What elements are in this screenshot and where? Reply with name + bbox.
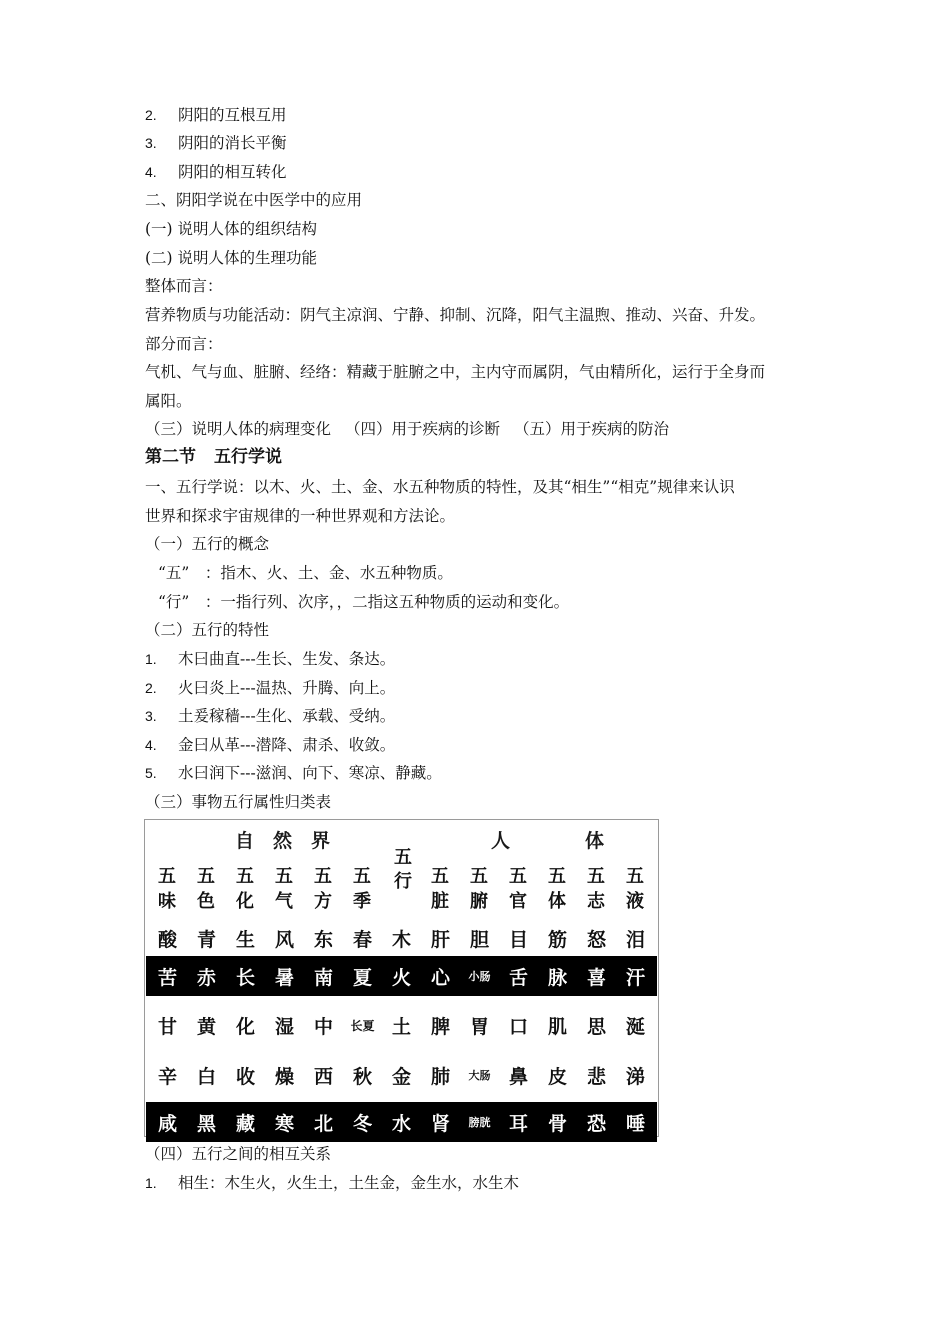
list-item: 1. 木曰曲直---生长、生发、条达。 (145, 650, 396, 668)
table-cell: 黑 (188, 1102, 225, 1142)
table-cell: 赤 (188, 956, 225, 996)
subsection-title: （五）用于疾病的防治 (514, 420, 670, 438)
table-cell: 脉 (539, 956, 576, 996)
column-header: 五 体 (548, 866, 566, 912)
paragraph: 部分而言： (145, 335, 223, 353)
table-cell: 涕 (625, 1065, 645, 1088)
table-cell: 大肠 (468, 1068, 491, 1082)
table-cell: 胃 (469, 1015, 489, 1038)
table-cell: 白 (196, 1065, 216, 1088)
table-cell: 秋 (352, 1065, 372, 1088)
column-header: 五 脏 (431, 866, 449, 912)
paragraph: 整体而言： (145, 277, 223, 295)
table-cell: 黄 (196, 1015, 216, 1038)
table-row (145, 1005, 658, 1045)
table-cell: 心 (422, 956, 459, 996)
table-cell: 泪 (625, 928, 645, 951)
paragraph: 属阳。 (145, 392, 192, 410)
table-row (146, 1102, 657, 1142)
table-cell: 肾 (422, 1102, 459, 1142)
table-cell: 风 (274, 928, 294, 951)
table-cell: 涎 (625, 1015, 645, 1038)
table-row (146, 956, 657, 996)
human-header-2: 体 (585, 830, 605, 852)
table-cell: 汗 (617, 956, 654, 996)
table-cell: 土 (391, 1015, 411, 1038)
table-cell: 木 (391, 928, 411, 951)
table-cell: 南 (305, 956, 342, 996)
section-heading: 第二节 五行学说 (145, 447, 282, 467)
column-header: 五 液 (626, 866, 644, 912)
table-cell: 皮 (547, 1065, 567, 1088)
column-header: 五 气 (275, 866, 293, 912)
table-cell: 燥 (274, 1065, 294, 1088)
paragraph: 气机、气与血、脏腑、经络：精藏于脏腑之中，主内守而属阴，气由精所化，运行于全身而 (145, 363, 766, 381)
table-cell: 水 (383, 1102, 420, 1142)
table-cell: 火 (383, 956, 420, 996)
wuxing-column-header: 五 行 (394, 847, 412, 892)
table-cell: 金 (391, 1065, 411, 1088)
table-row (145, 1055, 658, 1095)
list-item: 1. 相生：木生火，火生土，土生金，金生水，水生木 (145, 1174, 520, 1192)
table-cell: 中 (313, 1015, 333, 1038)
table-cell: 肺 (430, 1065, 450, 1088)
table-cell: 唾 (617, 1102, 654, 1142)
table-cell: 收 (235, 1065, 255, 1088)
table-caption: （三）事物五行属性归类表 (145, 793, 332, 811)
subsection-row (145, 418, 669, 440)
table-cell: 鼻 (508, 1065, 528, 1088)
subsection-title: （四）五行之间的相互关系 (145, 1145, 332, 1163)
table-cell: 生 (235, 928, 255, 951)
list-item: 2. 阴阳的互根互用 (145, 106, 287, 124)
table-cell: 恐 (578, 1102, 615, 1142)
wuxing-attribute-table (144, 819, 659, 1137)
table-cell: 酸 (157, 928, 177, 951)
table-cell: 冬 (344, 1102, 381, 1142)
table-cell: 暑 (266, 956, 303, 996)
list-item: 3. 阴阳的消长平衡 (145, 134, 287, 152)
table-cell: 喜 (578, 956, 615, 996)
paragraph: “行” ：一指行列、次序，，二指这五种物质的运动和变化。 (158, 593, 570, 611)
subsection-title: （三）说明人体的病理变化 (145, 420, 332, 438)
subsection-title: (一) 说明人体的组织结构 (145, 220, 318, 238)
table-cell: 骨 (539, 1102, 576, 1142)
table-cell: 耳 (500, 1102, 537, 1142)
list-item: 5. 水曰润下---滋润、向下、寒凉、静藏。 (145, 764, 442, 782)
table-cell: 辛 (157, 1065, 177, 1088)
table-cell: 口 (508, 1015, 528, 1038)
column-header: 五 化 (236, 866, 254, 912)
table-cell: 长夏 (350, 1018, 375, 1033)
column-header: 五 味 (158, 866, 176, 912)
table-cell: 北 (305, 1102, 342, 1142)
column-header: 五 腑 (470, 866, 488, 912)
table-cell: 化 (235, 1015, 255, 1038)
table-cell: 青 (196, 928, 216, 951)
paragraph: 世界和探求宇宙规律的一种世界观和方法论。 (145, 507, 456, 525)
table-row (145, 918, 658, 958)
table-cell: 脾 (430, 1015, 450, 1038)
subsection-title: （二）五行的特性 (145, 621, 270, 639)
table-cell: 东 (313, 928, 333, 951)
list-item: 2. 火曰炎上---温热、升腾、向上。 (145, 679, 396, 697)
table-cell: 思 (586, 1015, 606, 1038)
table-cell: 甘 (157, 1015, 177, 1038)
column-header: 五 志 (587, 866, 605, 912)
column-header: 五 色 (197, 866, 215, 912)
table-cell: 肌 (547, 1015, 567, 1038)
table-cell: 目 (508, 928, 528, 951)
table-cell: 西 (313, 1065, 333, 1088)
table-cell: 小肠 (461, 956, 498, 996)
subsection-title: （一）五行的概念 (145, 535, 270, 553)
table-cell: 藏 (227, 1102, 264, 1142)
paragraph: 营养物质与功能活动：阴气主凉润、宁静、抑制、沉降，阳气主温煦、推动、兴奋、升发。 (145, 306, 766, 324)
list-item: 3. 土爰稼穑---生化、承载、受纳。 (145, 707, 396, 725)
table-cell: 肝 (430, 928, 450, 951)
table-cell: 湿 (274, 1015, 294, 1038)
list-item: 4. 金曰从革---潜降、肃杀、收敛。 (145, 736, 396, 754)
table-cell: 悲 (586, 1065, 606, 1088)
nature-header: 自 然 界 (235, 830, 331, 852)
table-cell: 筋 (547, 928, 567, 951)
table-cell: 舌 (500, 956, 537, 996)
subsection-title: （四）用于疾病的诊断 (345, 420, 501, 438)
table-cell: 长 (227, 956, 264, 996)
column-header: 五 方 (314, 866, 332, 912)
human-header-1: 人 (491, 830, 511, 852)
column-header: 五 官 (509, 866, 527, 912)
list-item: 4. 阴阳的相互转化 (145, 163, 287, 181)
paragraph: “五” ：指木、火、土、金、水五种物质。 (158, 564, 453, 582)
table-cell: 春 (352, 928, 372, 951)
table-cell: 膀胱 (461, 1102, 498, 1142)
subsection-title: (二) 说明人体的生理功能 (145, 249, 318, 267)
table-cell: 怒 (586, 928, 606, 951)
table-cell: 苦 (149, 956, 186, 996)
table-cell: 胆 (469, 928, 489, 951)
paragraph: 一、五行学说：以木、火、土、金、水五种物质的特性，及其“相生”“相克”规律来认识 (145, 478, 735, 496)
table-cell: 寒 (266, 1102, 303, 1142)
section-title: 二、阴阳学说在中医学中的应用 (145, 191, 363, 209)
column-header: 五 季 (353, 866, 371, 912)
table-cell: 夏 (344, 956, 381, 996)
table-cell: 咸 (149, 1102, 186, 1142)
